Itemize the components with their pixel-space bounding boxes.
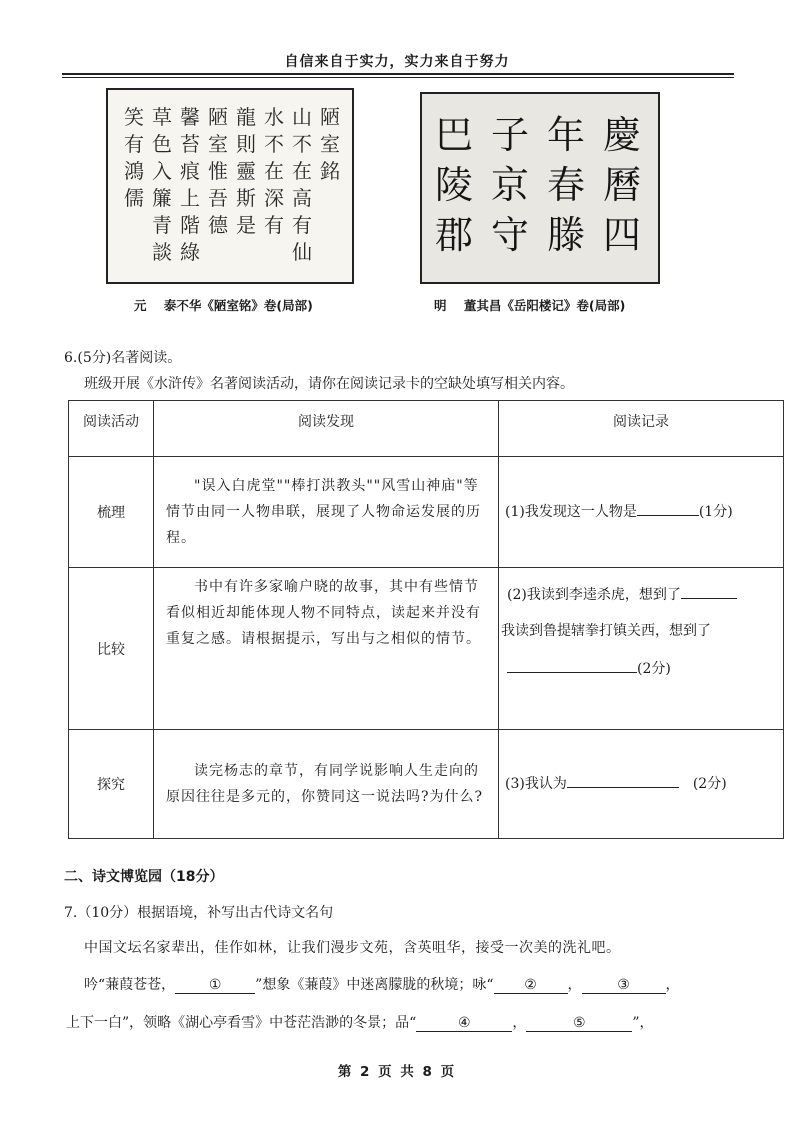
finding-cell: "误入白虎堂""棒打洪教头""风雪山神庙"等情节由同一人物串联，展现了人物命运发展的历程。 <box>154 457 499 568</box>
calligraphy-column: 巴陵郡 <box>434 113 474 257</box>
finding-cell: 书中有许多家喻户晓的故事，其中有些情节看似相近却能体现人物不同特点，读起来并没有重复之感。请根据提示，写出与之相似的情节。 <box>154 568 499 730</box>
table-header-row <box>69 401 784 457</box>
header-finding: 阅读发现 <box>154 401 499 457</box>
calligraphy-column: 龍則靈斯是 <box>236 105 256 237</box>
question-6-intro: 班级开展《水浒传》名著阅读活动，请你在阅读记录卡的空缺处填写相关内容。 <box>84 376 574 392</box>
score-label: (1分) <box>698 504 733 520</box>
answer-blank-2a[interactable] <box>681 582 737 599</box>
record-cell <box>499 730 784 839</box>
activity-cell: 梳理 <box>69 457 154 568</box>
calligraphy-image-right <box>420 92 660 284</box>
score-label: (2分) <box>692 776 727 792</box>
question-7-paragraph-2: 吟“蒹葭苍苍， ① ”想象《蒹葭》中迷离朦胧的秋境；咏“ ② ， ③ ， <box>84 977 680 993</box>
caption-left: 元 泰不华《陋室铭》卷(局部) <box>134 298 313 313</box>
question-6-title: 6.(5分)名著阅读。 <box>64 350 182 366</box>
header-activity: 阅读活动 <box>69 401 154 457</box>
header-rule-thick <box>62 73 734 75</box>
record-prompt-2: 我读到鲁提辖拳打镇关西，想到了 <box>501 623 711 639</box>
answer-blank-1[interactable] <box>637 499 699 516</box>
reading-record-card <box>68 400 784 839</box>
page-header-motto: 自信来自于实力，实力来自于努力 <box>284 54 510 70</box>
fill-blank-4[interactable]: ④ <box>416 1015 512 1032</box>
seal-script-calligraphy <box>108 90 352 282</box>
fill-blank-1[interactable]: ① <box>175 977 255 994</box>
calligraphy-column: 水不在深有 <box>264 105 284 237</box>
table-row <box>69 730 784 839</box>
fill-blank-5[interactable]: ⑤ <box>526 1015 632 1032</box>
calligraphy-column: 子京守 <box>490 113 530 257</box>
calligraphy-column: 陋室銘 <box>320 105 340 183</box>
answer-blank-3[interactable] <box>567 771 679 788</box>
record-prompt: (3)我认为 <box>505 776 567 792</box>
record-prompt: (2)我读到李逵杀虎，想到了 <box>507 587 681 603</box>
section-2-title: 二、诗文博览园（18分） <box>64 869 224 885</box>
page-footer: 第 2 页 共 8 页 <box>337 1064 457 1080</box>
question-7-paragraph-1: 中国文坛名家辈出，佳作如林，让我们漫步文苑，含英咀华，接受一次美的洗礼吧。 <box>84 940 621 956</box>
activity-cell: 探究 <box>69 730 154 839</box>
table-row <box>69 568 784 730</box>
header-rule-thin <box>62 77 734 78</box>
record-cell <box>499 568 784 730</box>
score-label: (2分) <box>637 661 671 677</box>
table-row <box>69 457 784 568</box>
header-record: 阅读记录 <box>499 401 784 457</box>
activity-cell: 比较 <box>69 568 154 730</box>
regular-script-calligraphy <box>422 94 658 282</box>
calligraphy-image-left <box>106 88 354 284</box>
answer-blank-2b[interactable] <box>507 656 637 673</box>
calligraphy-column: 陋室惟吾德 <box>208 105 228 237</box>
question-7-title: 7.（10分）根据语境，补写出古代诗文名句 <box>64 905 334 921</box>
question-7-paragraph-3: 上下一白”，领略《湖心亭看雪》中苍茫浩渺的冬景；品“ ④ ， ⑤ ”， <box>66 1015 654 1031</box>
caption-right: 明 董其昌《岳阳楼记》卷(局部) <box>434 298 626 313</box>
calligraphy-column: 慶曆四 <box>602 113 642 257</box>
calligraphy-column: 山不在高有仙 <box>292 105 312 264</box>
fill-blank-3[interactable]: ③ <box>582 977 666 994</box>
calligraphy-column: 草色入簾青談 <box>152 105 172 264</box>
record-cell <box>499 457 784 568</box>
calligraphy-column: 年春滕 <box>546 113 586 257</box>
record-prompt: (1)我发现这一人物是 <box>505 504 637 520</box>
calligraphy-column: 笑有鴻儒 <box>124 105 144 210</box>
fill-blank-2[interactable]: ② <box>494 977 568 994</box>
finding-cell: 读完杨志的章节，有同学说影响人生走向的原因往往是多元的，你赞同这一说法吗?为什么? <box>154 730 499 839</box>
calligraphy-column: 馨苔痕上階綠 <box>180 105 200 264</box>
